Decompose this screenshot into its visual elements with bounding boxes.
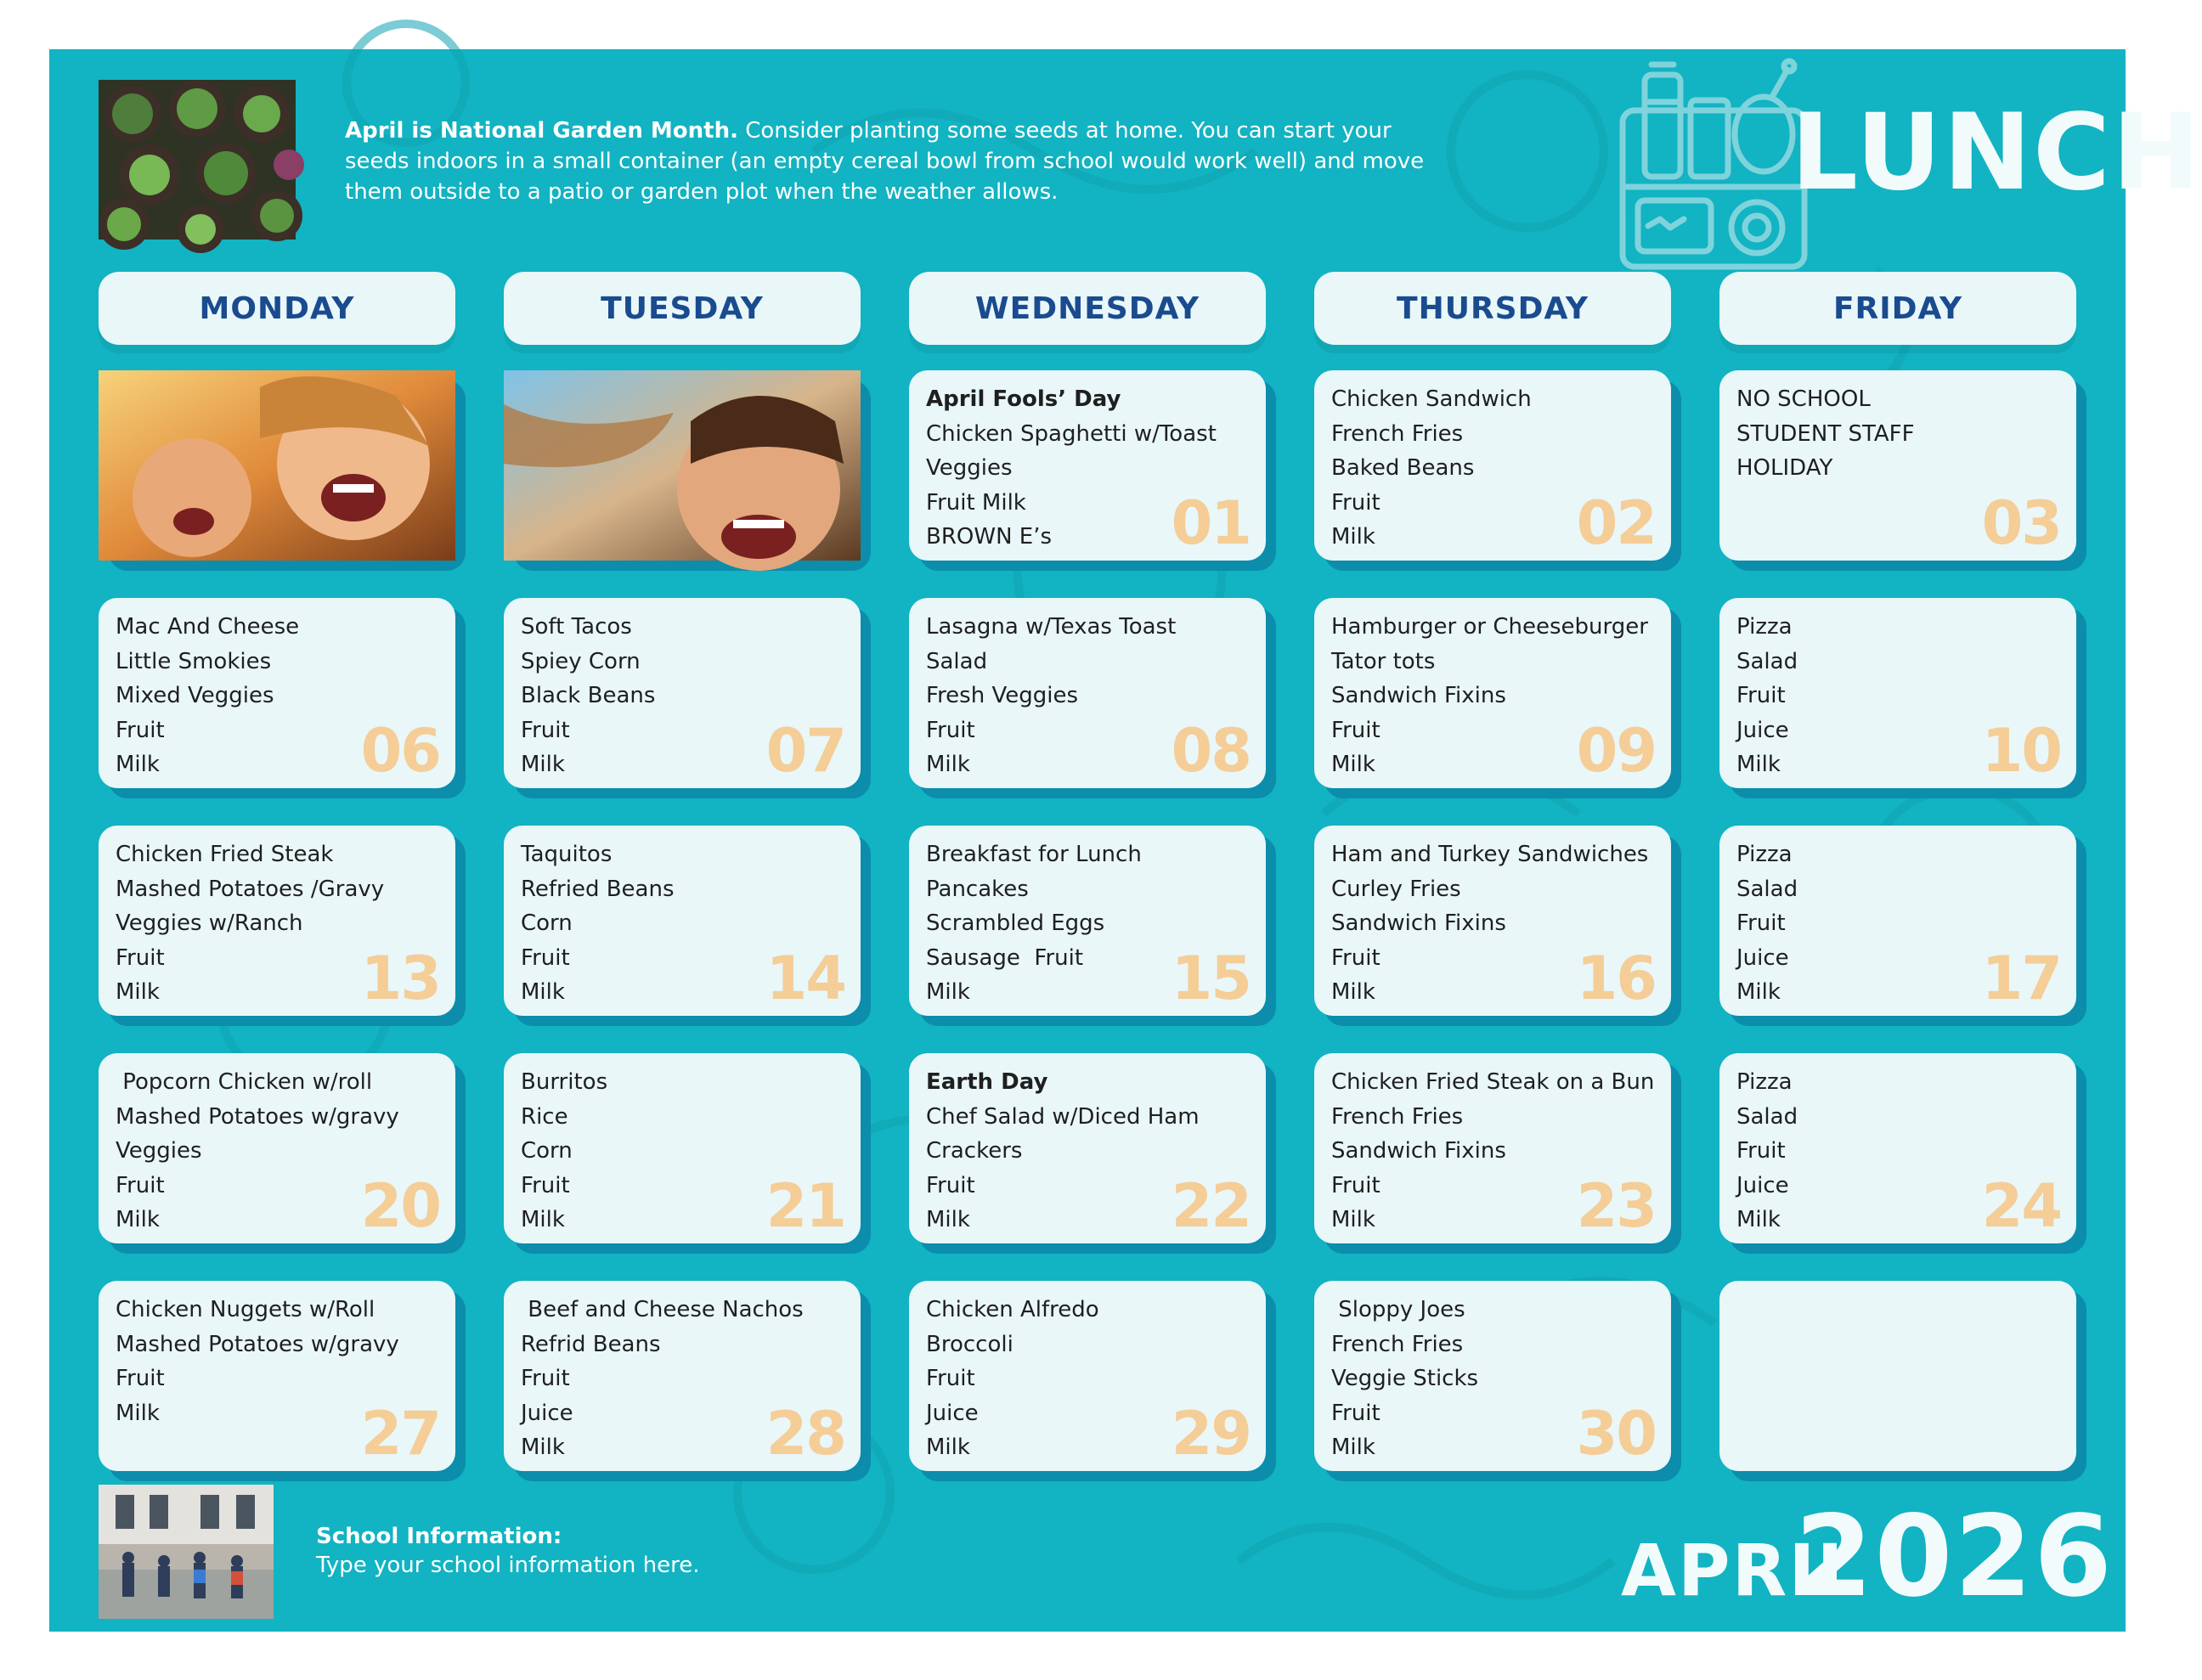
menu-item: Milk bbox=[1736, 752, 1781, 777]
menu-item: Juice bbox=[1736, 944, 1789, 971]
menu-item: Little Smokies bbox=[116, 648, 272, 674]
menu-item: Lasagna w/Texas Toast bbox=[926, 614, 1177, 640]
menu-item: Mashed Potatoes w/gravy bbox=[116, 1103, 399, 1130]
menu-item: Juice bbox=[1736, 1172, 1789, 1198]
menu-item: Juice bbox=[1736, 717, 1789, 743]
menu-item: Taquitos bbox=[521, 842, 613, 867]
menu-item: Pancakes bbox=[926, 876, 1029, 902]
date-number: 30 bbox=[1576, 1399, 1656, 1469]
menu-item: Tator tots bbox=[1331, 648, 1436, 674]
date-number: 06 bbox=[360, 716, 440, 786]
menu-item: Pizza bbox=[1736, 614, 1793, 640]
date-number: 08 bbox=[1171, 716, 1251, 786]
menu-item: Beef and Cheese Nachos bbox=[521, 1297, 804, 1322]
menu-item: Fruit bbox=[1331, 489, 1380, 516]
date-number: 03 bbox=[1981, 488, 2061, 558]
menu-item: Milk bbox=[521, 1207, 565, 1232]
date-number: 13 bbox=[360, 944, 440, 1013]
menu-item: Curley Fries bbox=[1331, 876, 1461, 902]
date-number: 10 bbox=[1981, 716, 2061, 786]
menu-item: Crackers bbox=[926, 1138, 1023, 1164]
menu-item: Mashed Potatoes w/gravy bbox=[116, 1331, 399, 1357]
menu-item: Milk bbox=[926, 979, 970, 1005]
menu-item: Fruit bbox=[1331, 1172, 1380, 1198]
menu-item: French Fries bbox=[1331, 1103, 1464, 1130]
menu-item: Sandwich Fixins bbox=[1331, 910, 1506, 936]
menu-item: Fruit bbox=[1736, 683, 1786, 708]
menu-item: Chicken Sandwich bbox=[1331, 386, 1532, 412]
school-information bbox=[316, 1522, 700, 1580]
menu-item: Milk bbox=[116, 979, 160, 1005]
menu-item: Ham and Turkey Sandwiches bbox=[1331, 842, 1649, 867]
month-label: APRIL bbox=[1621, 1529, 1865, 1612]
menu-item: Chicken Fried Steak on a Bun bbox=[1331, 1069, 1655, 1095]
day-cell-20 bbox=[99, 1053, 455, 1243]
menu-item: Milk bbox=[926, 752, 970, 777]
day-cell-02 bbox=[1314, 370, 1671, 561]
menu-item: Corn bbox=[521, 910, 573, 936]
day-cell-09 bbox=[1314, 598, 1671, 788]
day-header-wednesday: WEDNESDAY bbox=[909, 272, 1266, 345]
date-number: 16 bbox=[1576, 944, 1656, 1013]
date-number: 07 bbox=[765, 716, 845, 786]
menu-item: Spiey Corn bbox=[521, 648, 641, 674]
date-number: 27 bbox=[360, 1399, 440, 1469]
date-number: 17 bbox=[1981, 944, 2061, 1013]
menu-item: Fruit bbox=[1331, 944, 1380, 971]
year-label: 2026 bbox=[1794, 1491, 2114, 1622]
menu-item: Milk bbox=[1331, 1207, 1375, 1232]
menu-item: Fruit bbox=[116, 717, 165, 743]
date-number: 24 bbox=[1981, 1171, 2061, 1241]
menu-item: Fruit bbox=[116, 944, 165, 971]
menu-item: Fruit bbox=[1736, 1138, 1786, 1164]
menu-item: Juice bbox=[521, 1400, 573, 1426]
menu-item: French Fries bbox=[1331, 1331, 1464, 1357]
school-info-text: Type your school information here. bbox=[316, 1553, 700, 1578]
menu-item: Sandwich Fixins bbox=[1331, 1138, 1506, 1164]
day-header-friday: FRIDAY bbox=[1719, 272, 2076, 345]
menu-item: Milk bbox=[116, 1400, 160, 1426]
date-number: 14 bbox=[765, 944, 845, 1013]
menu-item: Fruit bbox=[1331, 717, 1380, 743]
menu-item: Black Beans bbox=[521, 683, 656, 708]
menu-item: Milk bbox=[926, 1207, 970, 1232]
menu-item: Breakfast for Lunch bbox=[926, 842, 1142, 867]
menu-item: Fruit bbox=[926, 1366, 975, 1391]
menu-item: BROWN E’s bbox=[926, 524, 1053, 550]
menu-item: Fruit bbox=[926, 1172, 975, 1198]
menu-item: Chicken Nuggets w/Roll bbox=[116, 1297, 375, 1322]
menu-item: Fruit bbox=[926, 717, 975, 743]
garden-seedlings-photo bbox=[99, 80, 296, 240]
menu-item: Burritos bbox=[521, 1069, 608, 1095]
day-cell-23 bbox=[1314, 1053, 1671, 1243]
menu-item: STUDENT STAFF bbox=[1736, 420, 1915, 447]
menu-item: Chicken Fried Steak bbox=[116, 842, 334, 867]
menu-item: Hamburger or Cheeseburger bbox=[1331, 614, 1648, 640]
day-cell-07 bbox=[504, 598, 861, 788]
day-cell-21 bbox=[504, 1053, 861, 1243]
intro-bold: April is National Garden Month. bbox=[345, 118, 738, 144]
menu-item: Chicken Spaghetti w/Toast bbox=[926, 420, 1217, 447]
date-number: 21 bbox=[765, 1171, 845, 1241]
day-cell-empty bbox=[1719, 1281, 2076, 1471]
date-number: 20 bbox=[360, 1171, 440, 1241]
menu-item: Rice bbox=[521, 1103, 568, 1130]
date-number: 01 bbox=[1171, 488, 1251, 558]
event-label: April Fools’ Day bbox=[926, 386, 1121, 412]
menu-item: Chef Salad w/Diced Ham bbox=[926, 1103, 1200, 1130]
menu-item: Veggie Sticks bbox=[1331, 1366, 1479, 1391]
day-cell-24 bbox=[1719, 1053, 2076, 1243]
menu-items bbox=[1736, 382, 2063, 486]
date-number: 28 bbox=[765, 1399, 845, 1469]
menu-item: Fruit bbox=[1736, 910, 1786, 936]
menu-item: Milk bbox=[521, 752, 565, 777]
day-cell-03 bbox=[1719, 370, 2076, 561]
menu-item: Milk bbox=[926, 1435, 970, 1460]
menu-item: Fruit bbox=[521, 717, 570, 743]
month-year-title bbox=[1621, 1491, 2114, 1629]
menu-item: Milk bbox=[1736, 979, 1781, 1005]
lunch-title: LUNCH bbox=[1791, 92, 2202, 214]
day-cell-06 bbox=[99, 598, 455, 788]
menu-item: Refrid Beans bbox=[521, 1331, 661, 1357]
menu-item: Fruit bbox=[521, 1366, 570, 1391]
day-header-thursday: THURSDAY bbox=[1314, 272, 1671, 345]
day-cell-16 bbox=[1314, 826, 1671, 1016]
day-header-tuesday: TUESDAY bbox=[504, 272, 861, 345]
menu-item: Mac And Cheese bbox=[116, 614, 300, 640]
menu-item: Scrambled Eggs bbox=[926, 910, 1105, 936]
date-number: 02 bbox=[1576, 488, 1656, 558]
menu-item: Milk bbox=[1736, 1207, 1781, 1232]
school-kids-photo bbox=[99, 1485, 274, 1619]
menu-item: Soft Tacos bbox=[521, 614, 632, 640]
menu-item: Broccoli bbox=[926, 1331, 1013, 1357]
day-cell-30 bbox=[1314, 1281, 1671, 1471]
menu-item: Veggies bbox=[926, 455, 1013, 481]
menu-item: Salad bbox=[1736, 648, 1798, 674]
menu-item: Veggies bbox=[116, 1138, 202, 1164]
garden-month-intro bbox=[345, 116, 1432, 207]
date-number: 23 bbox=[1576, 1171, 1656, 1241]
day-cell-28 bbox=[504, 1281, 861, 1471]
date-number: 22 bbox=[1171, 1171, 1251, 1241]
boy-laughing-photo bbox=[504, 370, 861, 561]
menu-item: Corn bbox=[521, 1138, 573, 1164]
menu-item: Fruit Milk bbox=[926, 489, 1026, 516]
menu-item: Chicken Alfredo bbox=[926, 1297, 1099, 1322]
day-cell-29 bbox=[909, 1281, 1266, 1471]
menu-item: Milk bbox=[116, 1207, 160, 1232]
menu-item: Pizza bbox=[1736, 1069, 1793, 1095]
day-cell-27 bbox=[99, 1281, 455, 1471]
menu-item: Fruit bbox=[116, 1172, 165, 1198]
day-cell-15 bbox=[909, 826, 1266, 1016]
menu-item: Salad bbox=[1736, 876, 1798, 902]
day-cell-13 bbox=[99, 826, 455, 1016]
menu-item: Fruit bbox=[521, 1172, 570, 1198]
menu-item: Fruit bbox=[1331, 1400, 1380, 1426]
menu-item: Milk bbox=[521, 979, 565, 1005]
menu-item: Sandwich Fixins bbox=[1331, 683, 1506, 708]
day-cell-01 bbox=[909, 370, 1266, 561]
menu-item: Popcorn Chicken w/roll bbox=[116, 1069, 373, 1095]
menu-item: Milk bbox=[116, 752, 160, 777]
day-header-monday: MONDAY bbox=[99, 272, 455, 345]
menu-item: NO SCHOOL bbox=[1736, 386, 1871, 412]
menu-item: Mashed Potatoes /Gravy bbox=[116, 876, 385, 902]
school-info-title: School Information: bbox=[316, 1524, 562, 1549]
event-label: Earth Day bbox=[926, 1069, 1048, 1095]
menu-item: Veggies w/Ranch bbox=[116, 910, 303, 936]
day-cell-14 bbox=[504, 826, 861, 1016]
day-cell-08 bbox=[909, 598, 1266, 788]
day-cell-10 bbox=[1719, 598, 2076, 788]
menu-item: Fresh Veggies bbox=[926, 683, 1079, 708]
menu-item: Sloppy Joes bbox=[1331, 1297, 1465, 1322]
date-number: 09 bbox=[1576, 716, 1656, 786]
menu-item: Pizza bbox=[1736, 842, 1793, 867]
date-number: 15 bbox=[1171, 944, 1251, 1013]
intro-text: Consider planting some seeds at home. You can start your seeds indoors in a small container (an empty cereal bowl from school would work well) and move them outside to a patio or garden plot when the weather allows. bbox=[345, 118, 1425, 205]
date-number: 29 bbox=[1171, 1399, 1251, 1469]
menu-item: Salad bbox=[926, 648, 988, 674]
menu-item: Milk bbox=[521, 1435, 565, 1460]
menu-item: HOLIDAY bbox=[1736, 455, 1833, 481]
menu-item: Fruit bbox=[116, 1366, 165, 1391]
menu-item: Milk bbox=[1331, 1435, 1375, 1460]
menu-item: Baked Beans bbox=[1331, 455, 1475, 481]
menu-item: Sausage Fruit bbox=[926, 944, 1084, 971]
menu-item: Fruit bbox=[521, 944, 570, 971]
menu-item: Milk bbox=[1331, 752, 1375, 777]
menu-item: French Fries bbox=[1331, 420, 1464, 447]
menu-item: Milk bbox=[1331, 524, 1375, 550]
calendar-sheet bbox=[49, 49, 2202, 1632]
menu-item: Mixed Veggies bbox=[116, 683, 274, 708]
day-cell-22 bbox=[909, 1053, 1266, 1243]
day-cell-17 bbox=[1719, 826, 2076, 1016]
menu-item: Milk bbox=[1331, 979, 1375, 1005]
menu-item: Salad bbox=[1736, 1103, 1798, 1130]
kids-laughing-photo bbox=[99, 370, 455, 561]
menu-item: Juice bbox=[926, 1400, 979, 1426]
menu-item: Refried Beans bbox=[521, 876, 675, 902]
